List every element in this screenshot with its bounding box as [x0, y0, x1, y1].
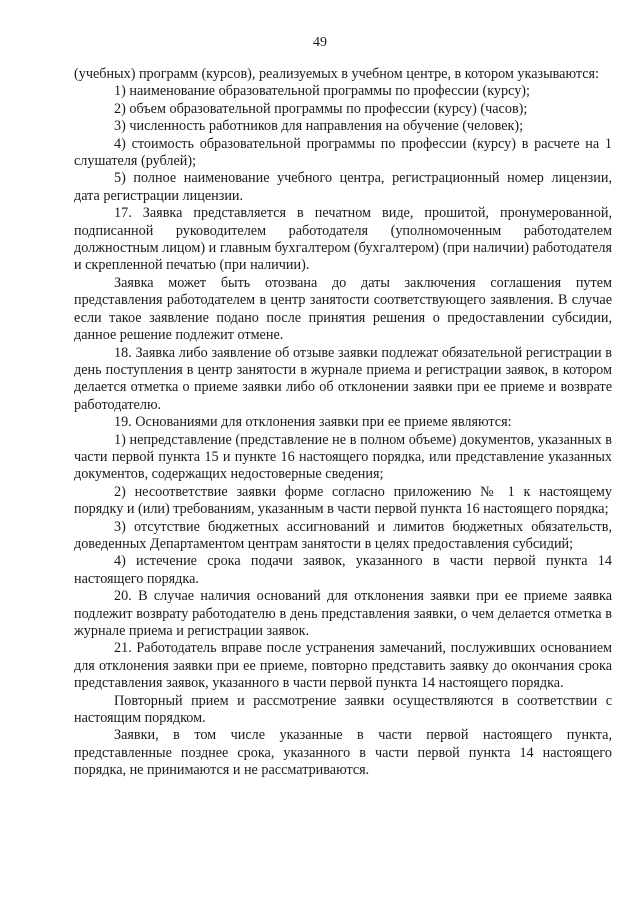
paragraph: 1) непредставление (представление не в полном объеме) документов, указанных в части первой пункта 15 и пункте 16 настоящего порядка, или представление указанных документов, содержащих недостоверные сведения;: [74, 431, 612, 483]
page-number: 49: [313, 35, 327, 50]
paragraph: 3) отсутствие бюджетных ассигнований и лимитов бюджетных обязательств, доведенных Департаментом центрам занятости в целях предоставления субсидий;: [74, 518, 612, 552]
paragraph: 18. Заявка либо заявление об отзыве заявки подлежат обязательной регистрации в день поступления в центр занятости в журнале приема и регистрации заявок, в котором делается отметка о приеме заявки либо об отклонении заявки при ее приеме и возврате работодателю.: [74, 344, 612, 413]
document-body: [74, 66, 612, 780]
paragraph: 19. Основаниями для отклонения заявки при ее приеме являются:: [114, 414, 512, 431]
paragraph: 21. Работодатель вправе после устранения замечаний, послуживших основанием для отклонения заявки при ее приеме, повторно представить заявку до окончания срока представления заявок, указанного в части первой пункта 14 настоящего порядка.: [74, 640, 612, 692]
paragraph: Заявки, в том числе указанные в части первой настоящего пункта, представленные позднее срока, указанного в части первой пункта 14 настоящего порядка, не принимаются и не рассматриваются.: [74, 727, 612, 779]
paragraph: 2) несоответствие заявки форме согласно приложению № 1 к настоящему порядку и (или) требованиям, указанным в части первой пункта 16 настоящего порядка;: [74, 483, 612, 518]
paragraph: (учебных) программ (курсов), реализуемых в учебном центре, в котором указываются:: [74, 66, 599, 82]
paragraph: 2) объем образовательной программы по профессии (курсу) (часов);: [114, 100, 528, 117]
paragraph: Повторный прием и рассмотрение заявки осуществляются в соответствии с настоящим порядком.: [74, 692, 612, 727]
paragraph: 4) стоимость образовательной программы по профессии (курсу) в расчете на 1 слушателя (рублей);: [74, 135, 612, 170]
paragraph: 1) наименование образовательной программы по профессии (курсу);: [114, 83, 530, 100]
paragraph: Заявка может быть отозвана до даты заключения соглашения путем представления работодателем в центр занятости соответствующего заявления. В случае если такое заявление подано после принятия решения о предоставлении субсидии, данное решение подлежит отмене.: [74, 274, 612, 344]
paragraph: 4) истечение срока подачи заявок, указанного в части первой пункта 14 настоящего порядка.: [74, 553, 612, 587]
paragraph: 20. В случае наличия оснований для отклонения заявки при ее приеме заявка подлежит возврату работодателю в день представления заявки, о чем делается отметка в журнале приема и регистрации заявок.: [74, 588, 612, 639]
paragraph: 3) численность работников для направления на обучение (человек);: [114, 118, 524, 135]
paragraph: 5) полное наименование учебного центра, регистрационный номер лицензии, дата регистрации лицензии.: [74, 170, 612, 204]
paragraph: 17. Заявка представляется в печатном виде, прошитой, пронумерованной, подписанной руководителем работодателя (уполномоченным работодателем должностным лицом) и главным бухгалтером (бухгалтером) (при наличии) работодателя и скрепленной печатью (при наличии).: [74, 205, 612, 274]
